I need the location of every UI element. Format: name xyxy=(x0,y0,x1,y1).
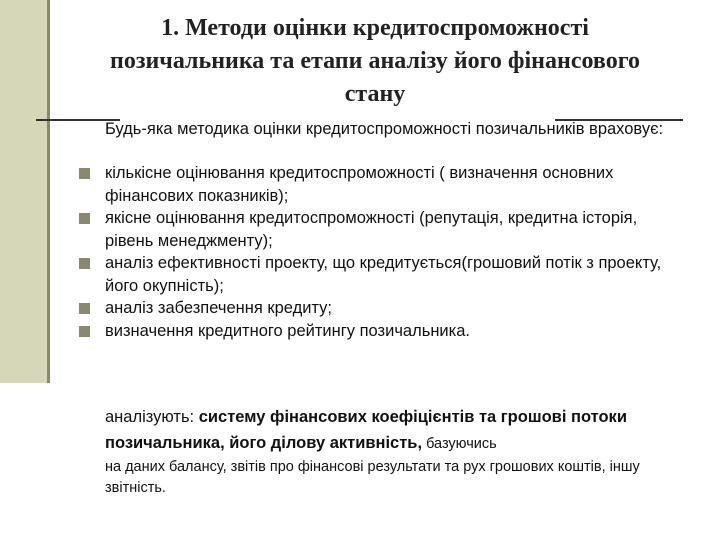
summary-lead: аналізують: xyxy=(105,408,199,426)
list-item-text: якісне оцінювання кредитоспроможності (репутація, кредитна історія, рівень менеджменту); xyxy=(105,209,638,250)
square-bullet-icon xyxy=(79,258,90,269)
summary-bold-text: систему фінансових коефіцієнтів та грошові потоки позичальника, його ділову активність, xyxy=(105,408,627,452)
intro-text: Будь-яка методика оцінки кредитоспроможності позичальників враховує: xyxy=(105,120,664,138)
list-item-text: аналіз забезпечення кредиту; xyxy=(105,299,333,317)
square-bullet-icon xyxy=(79,326,90,337)
list-item-text: визначення кредитного рейтингу позичальника. xyxy=(105,321,470,340)
list-item xyxy=(0,320,665,343)
summary-paragraph xyxy=(105,404,685,499)
slide-title: 1. Методи оцінки кредитоспроможності позичальника та етапи аналізу його фінансового стану xyxy=(109,15,640,107)
list-item xyxy=(0,297,665,320)
square-bullet-icon xyxy=(79,303,90,314)
list-item-text: аналіз ефективності проекту, що кредитується(грошовий потік з проекту, його окупність); xyxy=(105,254,662,295)
list-item-text: кількісне оцінювання кредитоспроможності ( визначення основних фінансових показників); xyxy=(105,164,614,205)
summary-after-bold: базуючись xyxy=(422,436,497,452)
list-item xyxy=(0,252,665,297)
summary-tail: на даних балансу, звітів про фінансові результати та рух грошових коштів, іншу звітність. xyxy=(105,459,640,496)
list-item xyxy=(0,162,665,207)
square-bullet-icon xyxy=(79,213,90,224)
square-bullet-icon xyxy=(79,168,90,179)
criteria-list xyxy=(0,162,720,342)
list-item xyxy=(0,207,665,252)
